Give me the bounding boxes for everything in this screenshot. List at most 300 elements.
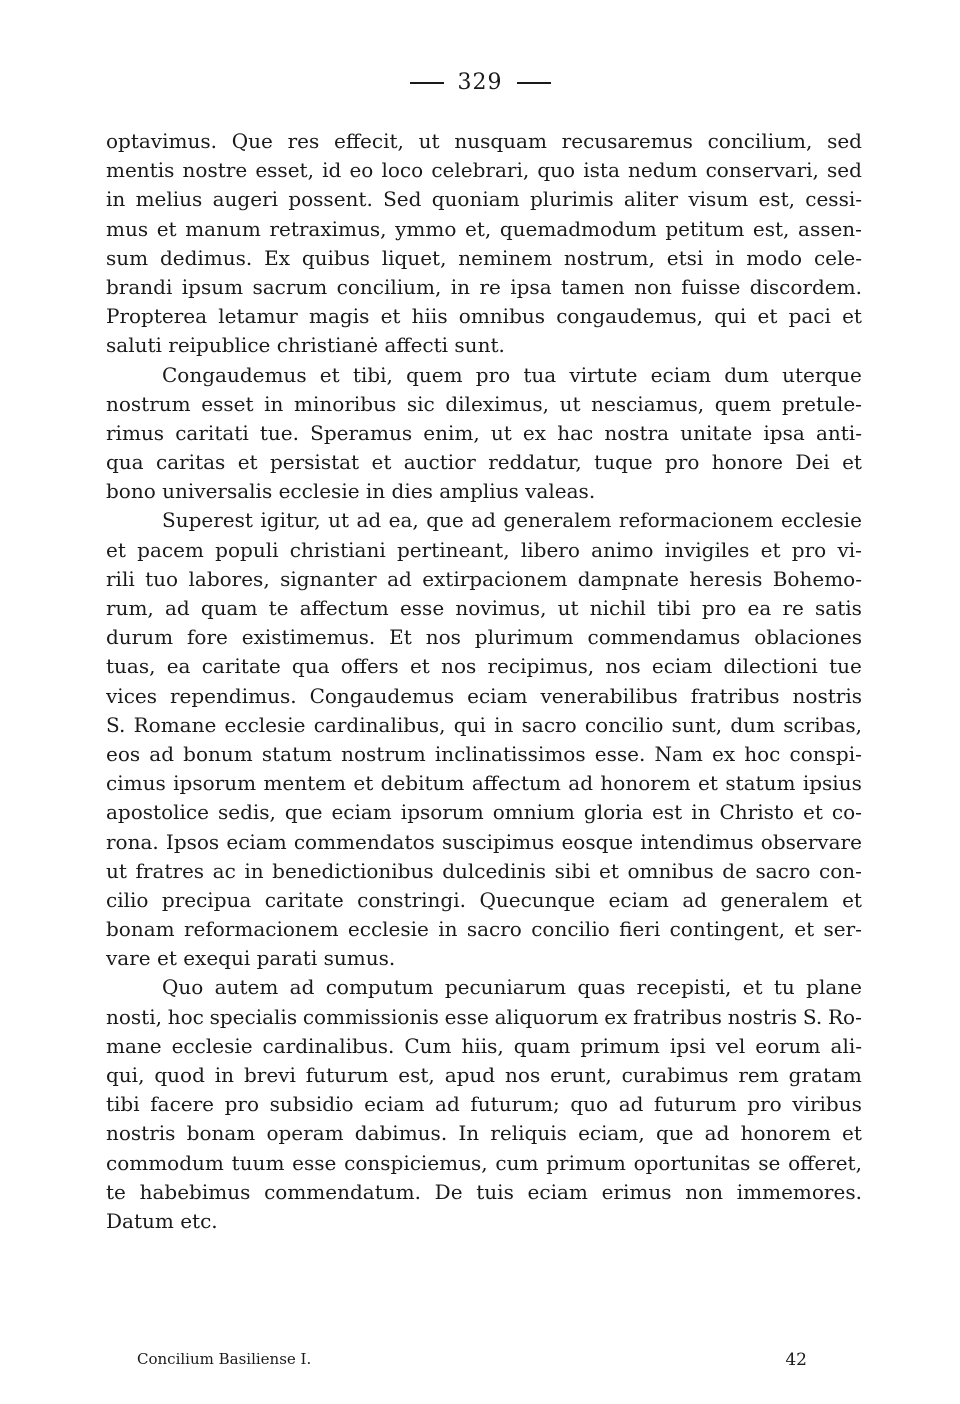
word: te bbox=[106, 1179, 126, 1204]
word: ad bbox=[704, 1121, 730, 1146]
word: invigiles bbox=[664, 537, 750, 562]
word: fratribus bbox=[690, 683, 780, 708]
word: curabimus bbox=[621, 1063, 729, 1087]
word: eosque bbox=[561, 829, 634, 854]
word: in bbox=[715, 245, 735, 270]
word: intendimus bbox=[640, 829, 754, 854]
word: que bbox=[655, 1121, 694, 1146]
word: omnibus bbox=[627, 858, 714, 883]
word: aliquorum bbox=[494, 1004, 599, 1029]
word: et bbox=[380, 304, 401, 329]
word: virtute bbox=[569, 362, 638, 387]
word: concilio bbox=[584, 712, 664, 737]
word: te bbox=[268, 596, 289, 620]
word: apostolice bbox=[106, 800, 209, 825]
word: rona. bbox=[106, 829, 159, 854]
word: fratres bbox=[135, 858, 205, 883]
text-line bbox=[106, 711, 862, 740]
word: et bbox=[794, 917, 815, 942]
word: et bbox=[802, 800, 823, 825]
word: vel bbox=[715, 1033, 746, 1058]
word: rependimus. bbox=[169, 683, 297, 708]
word: fore bbox=[187, 625, 228, 650]
word: pro bbox=[224, 1092, 260, 1117]
word: immemores. bbox=[736, 1179, 862, 1204]
footer-signature-mark: 42 bbox=[785, 1350, 807, 1370]
word: ecclesie bbox=[780, 508, 862, 533]
word: concilio bbox=[531, 917, 610, 942]
word: que bbox=[284, 800, 323, 825]
word: tibi, bbox=[352, 362, 393, 387]
word: conspi- bbox=[789, 741, 862, 766]
word: caritati bbox=[175, 420, 249, 445]
word: eciam bbox=[650, 362, 711, 387]
word: et bbox=[409, 654, 430, 679]
word: magis bbox=[309, 304, 370, 329]
word: Datum etc. bbox=[106, 1208, 218, 1233]
word: Quecunque bbox=[479, 887, 596, 912]
word: ac bbox=[212, 858, 236, 883]
word: bonum bbox=[183, 741, 253, 766]
word: in bbox=[214, 1063, 235, 1087]
word: esse. bbox=[594, 741, 646, 766]
word: qua bbox=[106, 450, 144, 475]
word: statum bbox=[725, 771, 796, 796]
word: ali- bbox=[830, 1033, 862, 1058]
word: tuque bbox=[594, 450, 653, 475]
page-number: 329 bbox=[457, 70, 503, 95]
word: precipua bbox=[161, 887, 252, 912]
word: que bbox=[426, 508, 464, 533]
word: ea bbox=[166, 654, 191, 679]
word: ista bbox=[583, 158, 620, 183]
word: qua bbox=[291, 654, 330, 679]
word: oblaciones bbox=[754, 625, 862, 650]
text-line bbox=[106, 1032, 862, 1061]
word: recusaremus bbox=[561, 129, 693, 153]
word: anti- bbox=[815, 420, 862, 445]
word: commendamus bbox=[587, 625, 741, 650]
word: quibus bbox=[301, 245, 370, 270]
word: ser- bbox=[823, 917, 862, 942]
word: mentis bbox=[106, 158, 175, 183]
word: enim, bbox=[423, 420, 480, 445]
word: modo bbox=[746, 245, 803, 270]
word: esse bbox=[292, 1150, 337, 1175]
word: nostris bbox=[727, 1004, 798, 1029]
text-line bbox=[106, 798, 862, 827]
word: christiani bbox=[289, 537, 386, 562]
word: sum bbox=[106, 245, 149, 270]
word: plurimum bbox=[474, 625, 574, 650]
word: populi bbox=[215, 537, 279, 562]
text-line bbox=[106, 273, 862, 302]
text-line bbox=[106, 594, 862, 623]
word: quemadmodum bbox=[499, 216, 657, 241]
text-line bbox=[106, 682, 862, 711]
word: dedimus. bbox=[159, 245, 253, 270]
word: nostrum, bbox=[563, 245, 655, 270]
word: eciam, bbox=[578, 1121, 645, 1146]
word: pro bbox=[791, 537, 827, 562]
word: offeret, bbox=[788, 1150, 862, 1175]
text-line bbox=[106, 1090, 862, 1119]
word: et bbox=[599, 858, 619, 883]
word: Sed bbox=[383, 187, 422, 212]
word: De bbox=[434, 1179, 463, 1204]
text-line bbox=[106, 1061, 862, 1090]
word: ad bbox=[682, 887, 708, 912]
word: nesciamus, bbox=[591, 391, 705, 416]
word: plurimis bbox=[529, 187, 614, 212]
word: Ipsos bbox=[165, 829, 220, 854]
text-line bbox=[106, 390, 862, 419]
word: ut bbox=[490, 420, 512, 445]
word: et bbox=[237, 450, 258, 475]
word: et bbox=[353, 771, 374, 796]
word: ea, bbox=[388, 508, 419, 533]
word: nos bbox=[505, 1063, 541, 1087]
word: reliquis bbox=[490, 1121, 567, 1146]
word: honore bbox=[711, 450, 784, 475]
word: Congaudemus bbox=[162, 362, 307, 387]
word: computum bbox=[325, 975, 434, 1000]
word: cilio bbox=[106, 887, 149, 912]
word: hiis, bbox=[461, 1033, 504, 1058]
text-line bbox=[106, 1149, 862, 1178]
word: contingent, bbox=[669, 917, 785, 942]
text-line bbox=[106, 623, 862, 652]
word: bono universalis ecclesie in dies amplius valeas. bbox=[106, 479, 596, 504]
word: ad bbox=[149, 741, 175, 766]
word: nos bbox=[425, 625, 461, 650]
word: ecclesie bbox=[224, 712, 306, 737]
text-line bbox=[106, 448, 862, 477]
word: et bbox=[156, 216, 177, 241]
word: et bbox=[760, 537, 781, 562]
word: primum bbox=[580, 1033, 660, 1058]
word: sed bbox=[827, 129, 862, 153]
word: possent. bbox=[288, 187, 373, 212]
word: futurum; bbox=[470, 1092, 560, 1117]
word: Ex bbox=[264, 245, 290, 270]
word: novimus, bbox=[455, 596, 547, 620]
word: animo bbox=[591, 537, 654, 562]
word: fratribus bbox=[633, 1004, 722, 1029]
word: tibi bbox=[106, 1092, 140, 1117]
word: mane bbox=[106, 1033, 162, 1058]
word: etsi bbox=[666, 245, 704, 270]
word: Nam bbox=[654, 741, 703, 766]
word: eciam bbox=[651, 654, 713, 679]
word: eciam bbox=[467, 683, 528, 708]
text-line bbox=[106, 361, 862, 390]
word: conservari, bbox=[705, 158, 819, 183]
word: dileximus, bbox=[445, 391, 549, 416]
word: generalem bbox=[503, 508, 612, 533]
word: commissionis bbox=[302, 1004, 439, 1029]
word: eciam bbox=[527, 1179, 588, 1204]
word: mus bbox=[106, 216, 149, 241]
word: Bohemo- bbox=[772, 566, 862, 591]
word: Speramus bbox=[310, 420, 413, 445]
word: recipimus, bbox=[487, 654, 595, 679]
word: apud bbox=[444, 1063, 496, 1087]
word: quam bbox=[513, 1033, 571, 1058]
word: reddatur, bbox=[488, 450, 582, 475]
word: et bbox=[319, 362, 340, 387]
text-line bbox=[106, 740, 862, 769]
word: letamur bbox=[218, 304, 298, 329]
word: fieri bbox=[619, 917, 661, 942]
text-line bbox=[106, 886, 862, 915]
word: venerabilibus bbox=[540, 683, 678, 708]
word: cele- bbox=[813, 245, 862, 270]
word: existimemus. bbox=[241, 625, 376, 650]
word: eorum bbox=[755, 1033, 821, 1058]
word: viribus bbox=[792, 1092, 862, 1117]
word: est, bbox=[758, 187, 795, 212]
word: tamen bbox=[561, 274, 625, 299]
word: eciam bbox=[608, 887, 669, 912]
word: cardinalibus, bbox=[313, 712, 446, 737]
word: manum bbox=[185, 216, 261, 241]
word: et bbox=[371, 450, 392, 475]
word: offers bbox=[340, 654, 399, 679]
word: quam bbox=[200, 596, 258, 620]
word: recepisti, bbox=[636, 975, 732, 1000]
word: et bbox=[842, 450, 862, 475]
word: esset, bbox=[255, 158, 314, 183]
word: pro bbox=[475, 362, 511, 387]
word: aliter bbox=[623, 187, 679, 212]
word: concilium, bbox=[707, 129, 813, 153]
word: commendatum. bbox=[264, 1179, 421, 1204]
word: nostrum bbox=[341, 741, 426, 766]
text-line bbox=[106, 506, 862, 535]
word: tua bbox=[523, 362, 557, 387]
word: futurum bbox=[654, 1092, 737, 1117]
word: ut bbox=[557, 596, 579, 620]
word: nos bbox=[605, 654, 641, 679]
word: pecuniarum bbox=[444, 975, 567, 1000]
word: auctior bbox=[403, 450, 476, 475]
word: tuo bbox=[145, 566, 179, 591]
word: id bbox=[322, 158, 342, 183]
text-line bbox=[106, 973, 862, 1002]
word: scribas, bbox=[783, 712, 862, 737]
text-line bbox=[106, 1003, 862, 1032]
word: se bbox=[758, 1150, 781, 1175]
word: igitur, bbox=[260, 508, 321, 533]
word: ad bbox=[387, 566, 412, 591]
word: quem bbox=[714, 391, 772, 416]
word: rili bbox=[106, 566, 135, 591]
text-line bbox=[106, 536, 862, 565]
word: ad bbox=[471, 508, 496, 533]
word: ipsum bbox=[181, 274, 244, 299]
word: retraximus, bbox=[269, 216, 387, 241]
word: re bbox=[479, 274, 501, 299]
word: et bbox=[842, 1121, 862, 1146]
text-line bbox=[106, 331, 862, 360]
word: tuum bbox=[231, 1150, 285, 1175]
word: in bbox=[494, 712, 514, 737]
word: ut bbox=[106, 858, 127, 883]
word: nedum bbox=[628, 158, 698, 183]
word: debitum bbox=[380, 771, 465, 796]
word: observare bbox=[760, 829, 862, 854]
word: signanter bbox=[280, 566, 377, 591]
word: ea bbox=[747, 596, 772, 620]
word: bonam bbox=[186, 1121, 256, 1146]
text-line bbox=[106, 1207, 862, 1236]
word: nostris bbox=[106, 1121, 176, 1146]
word: mentem bbox=[263, 771, 346, 796]
word: extirpacionem bbox=[422, 566, 568, 591]
word: in bbox=[450, 274, 471, 299]
word: uterque bbox=[782, 362, 862, 387]
word: durum bbox=[106, 625, 174, 650]
word: hoc bbox=[167, 1004, 204, 1029]
word: tuas, bbox=[106, 654, 156, 679]
word: tibi bbox=[657, 596, 691, 620]
word: in bbox=[244, 858, 264, 883]
word: co- bbox=[831, 800, 862, 825]
word: discordem. bbox=[749, 274, 862, 299]
word: habebimus bbox=[139, 1179, 251, 1204]
word: subsidio bbox=[269, 1092, 354, 1117]
word: ecclesie bbox=[171, 1033, 253, 1058]
word: omnium bbox=[492, 800, 575, 825]
text-line bbox=[106, 185, 862, 214]
word: non bbox=[685, 1179, 724, 1204]
word: hoc bbox=[744, 741, 781, 766]
word: et bbox=[842, 304, 862, 329]
word: pretule- bbox=[781, 391, 862, 416]
word: re bbox=[782, 596, 804, 620]
word: nusquam bbox=[454, 129, 547, 153]
word: est, bbox=[752, 216, 790, 241]
word: ipsa bbox=[763, 420, 805, 445]
word: primum bbox=[546, 1150, 626, 1175]
word: ad bbox=[568, 771, 594, 796]
word: effecit, bbox=[334, 129, 404, 153]
word: loco bbox=[381, 158, 424, 183]
word: inclinatissimos bbox=[434, 741, 586, 766]
word: reformacionem bbox=[618, 508, 774, 533]
word: petitum bbox=[665, 216, 745, 241]
word: dum bbox=[724, 362, 769, 387]
word: affectum bbox=[471, 771, 561, 796]
word: Cum bbox=[404, 1033, 452, 1058]
word: brevi bbox=[243, 1063, 296, 1087]
word: ad bbox=[289, 975, 315, 1000]
word: et bbox=[842, 887, 862, 912]
word: nos bbox=[441, 654, 477, 679]
word: specialis bbox=[209, 1004, 298, 1029]
word: Ro- bbox=[828, 1004, 862, 1029]
word: sacro bbox=[466, 917, 522, 942]
word: tue bbox=[829, 654, 862, 679]
word: tue. bbox=[259, 420, 299, 445]
word: non bbox=[634, 274, 672, 299]
word: erimus bbox=[601, 1179, 672, 1204]
word: ipsorum bbox=[400, 800, 484, 825]
word: rem bbox=[738, 1063, 779, 1087]
word: quem bbox=[406, 362, 463, 387]
word: quas bbox=[577, 975, 626, 1000]
word: vare et exequi parati sumus. bbox=[106, 946, 396, 971]
word: quoniam bbox=[431, 187, 520, 212]
word: quo bbox=[537, 158, 576, 183]
text-line bbox=[106, 769, 862, 798]
word: Superest bbox=[162, 508, 253, 533]
word: nosti, bbox=[106, 1004, 162, 1029]
word: ipsorum bbox=[173, 771, 257, 796]
page-footer bbox=[137, 1350, 807, 1370]
word: sunt, bbox=[671, 712, 723, 737]
word: qui bbox=[453, 712, 486, 737]
word: melius bbox=[135, 187, 203, 212]
word: satis bbox=[815, 596, 862, 620]
word: rimus bbox=[106, 420, 165, 445]
word: ipsius bbox=[802, 771, 862, 796]
word: vices bbox=[106, 683, 157, 708]
word: Romane bbox=[133, 712, 217, 737]
word: honorem bbox=[740, 1121, 831, 1146]
word: sic bbox=[406, 391, 435, 416]
word: Christo bbox=[719, 800, 794, 825]
header-dash-left bbox=[410, 82, 444, 84]
word: gratam bbox=[788, 1063, 862, 1087]
word: eos bbox=[106, 741, 141, 766]
word: hiis bbox=[411, 304, 448, 329]
word: autem bbox=[214, 975, 279, 1000]
word: congaudemus, bbox=[556, 304, 704, 329]
word: conspiciemus, bbox=[344, 1150, 488, 1175]
word: ad bbox=[618, 1092, 644, 1117]
word: ut bbox=[559, 391, 581, 416]
word: statum bbox=[261, 741, 332, 766]
word: Congaudemus bbox=[309, 683, 455, 708]
word: nichil bbox=[589, 596, 646, 620]
word: saluti reipublice christianė affecti sunt. bbox=[106, 333, 505, 358]
word: minoribus bbox=[294, 391, 397, 416]
word: sacro bbox=[755, 858, 811, 883]
word: tuis bbox=[476, 1179, 514, 1204]
word: tu bbox=[773, 975, 795, 1000]
word: nostris bbox=[792, 683, 862, 708]
word: in bbox=[264, 391, 284, 416]
word: eciam bbox=[364, 1092, 425, 1117]
word: hac bbox=[557, 420, 594, 445]
word: futurum bbox=[305, 1063, 389, 1087]
word: et bbox=[698, 771, 718, 796]
text-line bbox=[106, 244, 862, 273]
word: et, bbox=[465, 216, 492, 241]
word: ut bbox=[418, 129, 440, 153]
word: ex bbox=[604, 1004, 628, 1029]
word: esse bbox=[399, 596, 445, 620]
word: est, bbox=[398, 1063, 435, 1087]
text-line bbox=[106, 915, 862, 944]
word: facere bbox=[150, 1092, 215, 1117]
word: liquet, bbox=[381, 245, 447, 270]
word: quo bbox=[570, 1092, 609, 1117]
word: heresis bbox=[689, 566, 763, 591]
word: labores, bbox=[188, 566, 270, 591]
